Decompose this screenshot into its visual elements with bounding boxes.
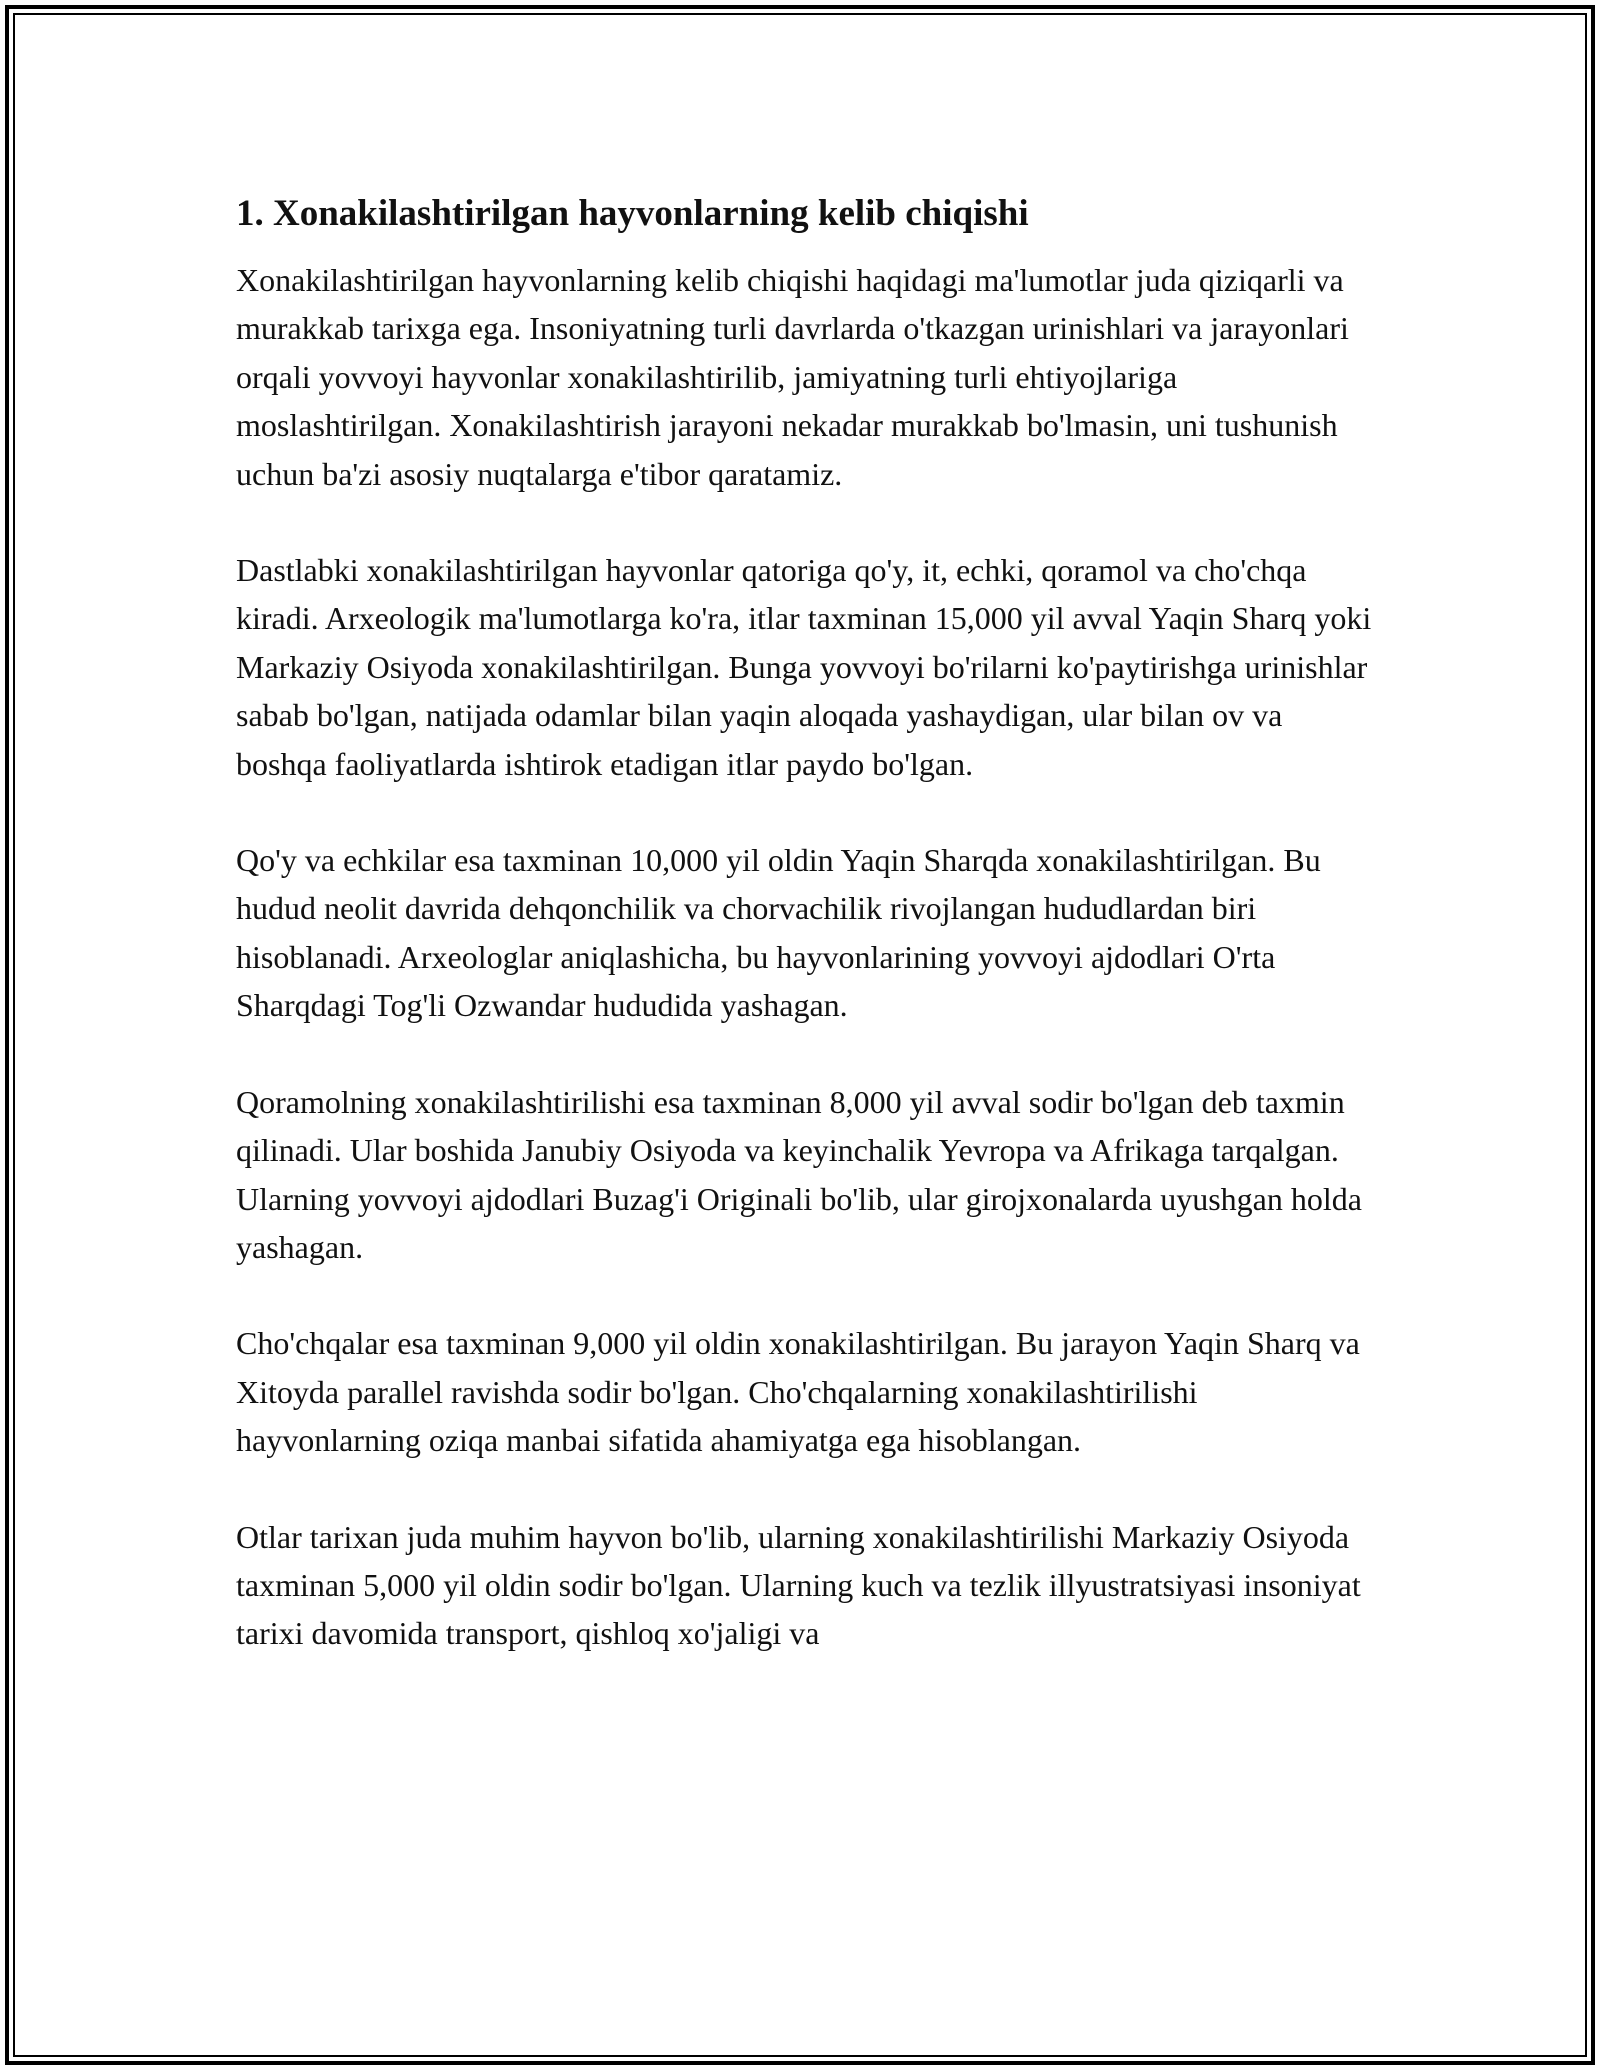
document-body	[236, 188, 1376, 1706]
paragraph-5: Cho'chqalar esa taxminan 9,000 yil oldin xonakilashtirilgan. Bu jarayon Yaqin Sharq va Xitoyda parallel ravishda sodir bo'lgan. Cho'chqalarning xonakilashtirilishi hayvonlarning oziqa manbai sifatida ahamiyatga ega hisoblangan.	[236, 1325, 1360, 1459]
section-heading: 1. Xonakilashtirilgan hayvonlarning kelib chiqishi	[236, 193, 1029, 234]
paragraph-1: Xonakilashtirilgan hayvonlarning kelib chiqishi haqidagi ma'lumotlar juda qiziqarli va murakkab tarixga ega. Insoniyatning turli davrlarda o'tkazgan urinishlari va jarayonlari orqali yovvoyi hayvonlar xonakilashtirilib, jamiyatning turli ehtiyojlariga moslashtirilgan. Xonakilashtirish jarayoni nekadar murakkab bo'lmasin, uni tushunish uchun ba'zi asosiy nuqtalarga e'tibor qaratamiz.	[236, 262, 1349, 492]
paragraph-6: Otlar tarixan juda muhim hayvon bo'lib, ularning xonakilashtirilishi Markaziy Osiyoda taxminan 5,000 yil oldin sodir bo'lgan. Ularning kuch va tezlik illyustratsiyasi insoniyat tarixi davomida transport, qishloq xo'jaligi va	[236, 1518, 1361, 1652]
paragraph-2: Dastlabki xonakilashtirilgan hayvonlar qatoriga qo'y, it, echki, qoramol va cho'chqa kiradi. Arxeologik ma'lumotlarga ko'ra, itlar taxminan 15,000 yil avval Yaqin Sharq yoki Markaziy Osiyoda xonakilashtirilgan. Bunga yovvoyi bo'rilarni ko'paytirishga urinishlar sabab bo'lgan, natijada odamlar bilan yaqin aloqada yashaydigan, ular bilan ov va boshqa faoliyatlarda ishtirok etadigan itlar paydo bo'lgan.	[236, 552, 1372, 782]
paragraph-3: Qo'y va echkilar esa taxminan 10,000 yil oldin Yaqin Sharqda xonakilashtirilgan. Bu hudud neolit davrida dehqonchilik va chorvachilik rivojlangan hududlardan biri hisoblanadi. Arxeologlar aniqlashicha, bu hayvonlarining yovvoyi ajdodlari O'rta Sharqdagi Tog'li Ozwandar hududida yashagan.	[236, 842, 1321, 1024]
paragraph-4: Qoramolning xonakilashtirilishi esa taxminan 8,000 yil avval sodir bo'lgan deb taxmin qilinadi. Ular boshida Janubiy Osiyoda va keyinchalik Yevropa va Afrikaga tarqalgan. Ularning yovvoyi ajdodlari Buzag'i Originali bo'lib, ular girojxonalarda uyushgan holda yashagan.	[236, 1083, 1362, 1265]
